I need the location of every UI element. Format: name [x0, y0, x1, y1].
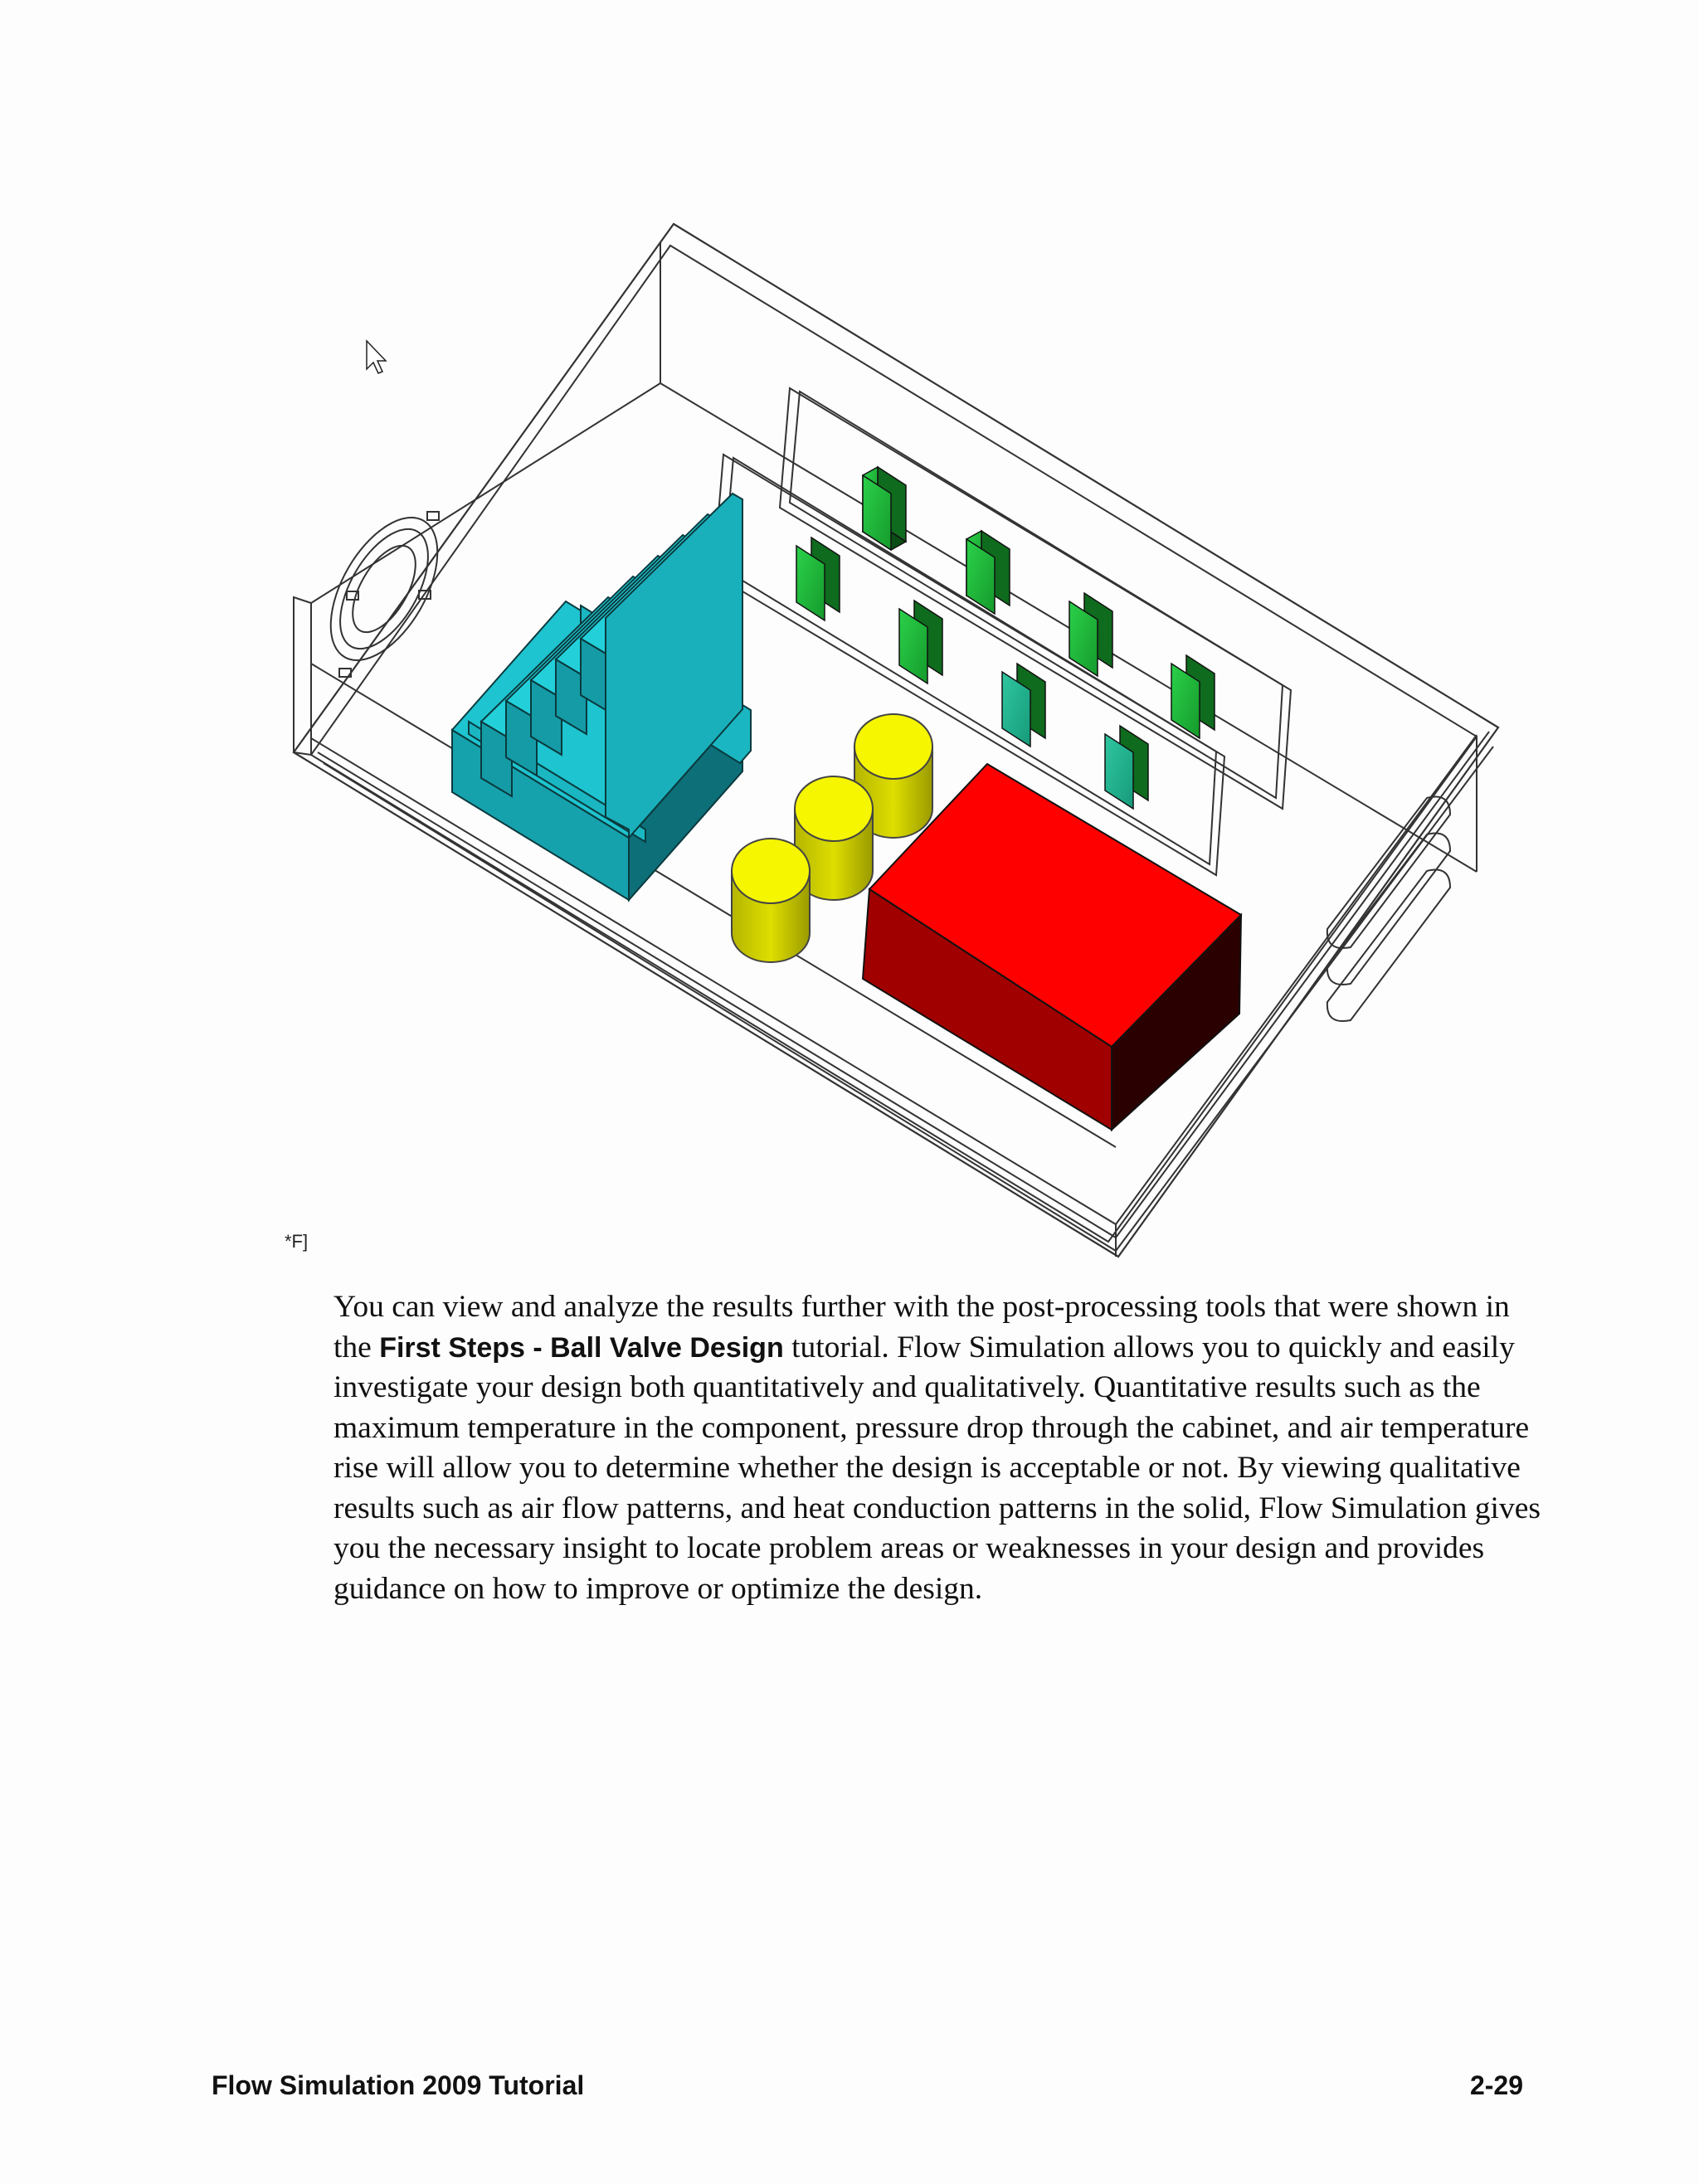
footer-title: Flow Simulation 2009 Tutorial: [212, 2070, 585, 2100]
fan-icon: [309, 500, 460, 679]
enclosure-left-floor: [311, 383, 660, 603]
chip: [1105, 726, 1148, 809]
enclosure-back-floor: [660, 383, 1477, 872]
page-number: 2-29: [1469, 2070, 1523, 2100]
tutorial-reference: First Steps - Ball Valve Design: [379, 1331, 784, 1364]
cursor-icon: [367, 341, 386, 373]
body-text-after: tutorial. Flow Simulation allows you to quickly and easily investigate your design both quantitatively and qualitatively. Quantitative results such as the maximum temperature in the component, pressure drop through the cabinet, and air temperature rise will allow you to determine whether the design is acceptable or not. By viewing qualitative results such as air flow patterns, and heat conduction patterns in the solid, Flow Simulation gives you the necessary insight to locate problem areas or weaknesses in your design and provides guidance on how to improve or optimize the design.: [333, 1330, 1541, 1606]
capacitor: [732, 839, 810, 962]
body-paragraph: [333, 1287, 1545, 1609]
figure-corner-label: *F]: [285, 1231, 309, 1252]
vent-slots: [1327, 797, 1450, 1022]
chip: [863, 467, 906, 550]
chip: [1171, 655, 1215, 738]
chip: [796, 537, 840, 620]
heatsink: [452, 494, 751, 900]
chip: [1069, 593, 1112, 676]
chip: [966, 531, 1010, 614]
chip: [1002, 664, 1045, 747]
body-text-before: You can view and analyze the results further with the post-processing tools that were shown in the: [333, 1290, 1510, 1364]
chip: [899, 601, 942, 683]
